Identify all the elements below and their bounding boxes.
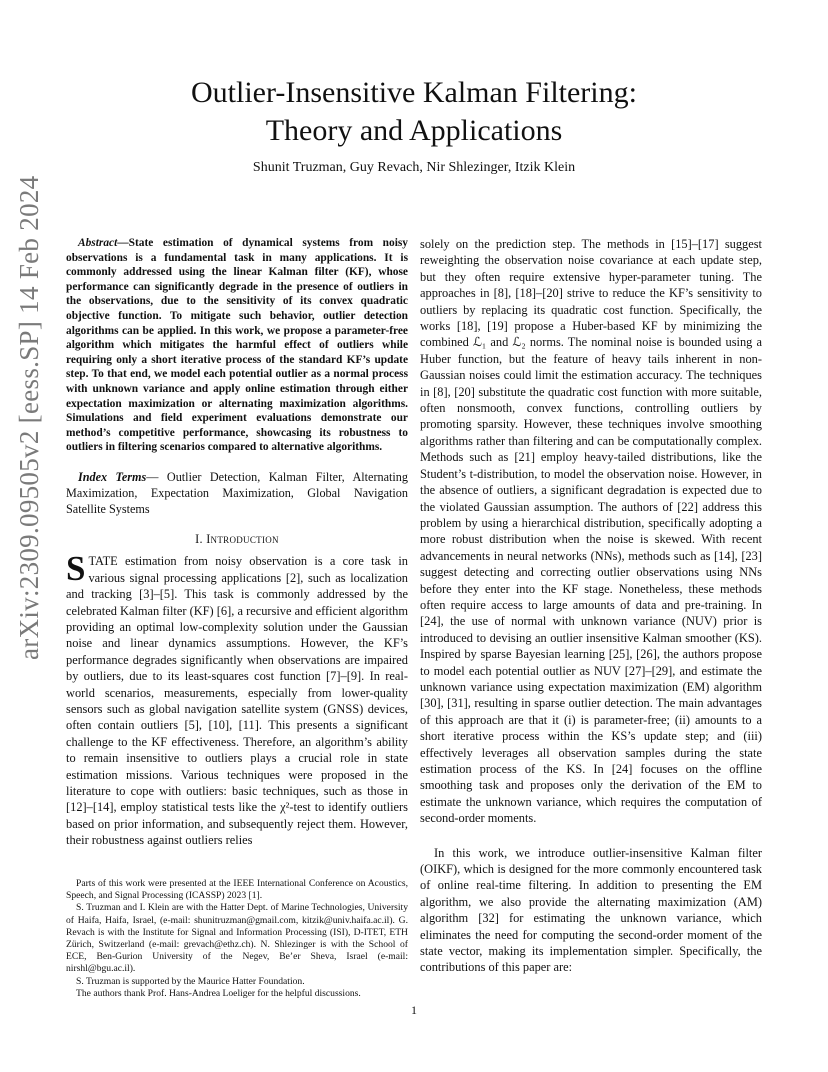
index-terms [66, 469, 408, 517]
footnote: S. Truzman is supported by the Maurice Hatter Foundation. [76, 975, 305, 987]
title-line-1: Outlier-Insensitive Kalman Filtering: [191, 76, 637, 109]
right-column [420, 236, 762, 976]
abstract-body: —State estimation of dynamical systems from noisy observations is a fundamental task in many applications. It is commonly addressed using the linear Kalman filter (KF), whose performance can significantly degrade in the presence of outliers in the observations, due to the sensitivity of its convex quadratic objective function. To mitigate such behavior, outlier detection algorithms can be applied. In this work, we propose a parameter-free algorithm which mitigates the harmful effect of outliers while requiring only a short iterative process of the standard KF’s update step. To that end, we model each potential outlier as a normal process with unknown variance and apply online estimation through either expectation maximization or alternating maximization algorithms. Simulations and field experiment evaluations demonstrate our method’s competitive performance, showcasing its robustness to outliers in filtering scenarios compared to alternative algorithms. [66, 237, 408, 454]
index-terms-body: — Outlier Detection, Kalman Filter, Alternating Maximization, Expectation Maximization, Global Navigation Satellite Systems [66, 469, 408, 516]
footnote: S. Truzman and I. Klein are with the Hatter Dept. of Marine Technologies, University of Haifa, Haifa, Israel, (e-mail: shunitruzman@gmail.com, kitzik@univ.haifa.ac.il). G. Revach is with the Institute for Signal and Information Processing (ISI), D-ITET, ETH Zürich, Switzerland (e-mail: grevach@ethz.ch). N. Shlezinger is with the School of ECE, Ben-Gurion University of the Negev, Be’er Sheva, Israel (e-mail: nirshl@bgu.ac.il). [66, 902, 408, 975]
introduction-body: TATE estimation from noisy observation is a core task in various signal processing applications [2], such as localization and tracking [3]–[5]. This task is commonly addressed by the celebrated Kalman filter (KF) [6], a recursive and efficient algorithm providing an optimal low-complexity solution under the Gaussian noise and linear dynamics assumptions. However, the KF’s performance degrades significantly when observations are impaired by outliers, due to its least-squares cost function [7]–[9]. In real-world scenarios, measurements, especially from lower-quality sensors such as global navigation satellite system (GNSS) devices, often contain outliers [5], [10], [11]. This presents a significant challenge to the KF effectiveness. Therefore, an algorithm’s ability to remain insensitive to outliers plays a crucial role in state estimation missions. Various techniques were proposed in the literature to cope with outliers: basic techniques, such as those in [12]–[14], employ statistical tests like the χ²-test to identify outliers based on prior information, and subsequently reject them. However, their robustness against outliers relies [66, 554, 408, 848]
arxiv-identifier: arXiv:2309.09505v2 [eess.SP] 14 Feb 2024 [14, 175, 44, 660]
introduction-paragraph [66, 549, 408, 848]
abstract [66, 236, 408, 455]
footnote: Parts of this work were presented at the IEEE International Conference on Acoustics, Speech, and Signal Processing (ICASSP) 2023 [1]. [66, 878, 408, 902]
page-number: 1 [411, 1003, 417, 1017]
author-list: Shunit Truzman, Guy Revach, Nir Shlezinger, Itzik Klein [252, 160, 576, 175]
paper-title [0, 74, 828, 150]
related-work-paragraph: solely on the prediction step. The methods in [15]–[17] suggest reweighting the observation noise covariance at each update step, but they often require extensive hyper-parameter tuning. The approaches in [8], [18]–[20] strive to reduce the KF’s sensitivity to outliers by replacing its quadratic cost function. Specifically, the works [18], [19] propose a Huber-based KF by minimizing the combined ℒ₁ and ℒ₂ norms. The nominal noise is bounded using a Huber function, but the feature of heavy tails inherent in non-Gaussian noises could limit the estimation accuracy. The techniques in [8], [20] substitute the quadratic cost function with more suitable, often nonsmooth, convex functions, controlling outliers by promoting sparsity. However, these techniques involve smoothing algorithms rather than filtering and can be computationally complex. Methods such as [21] employ heavy-tailed distributions, like the Student’s t-distribution, to model the observation noise. However, in the absence of outliers, a significant degradation is expected due to the violated Gaussian assumption. The authors of [22] address this problem by using a hierarchical distribution, specifically adopting a more robust distribution when the noise is skewed. With recent advancements in neural networks (NNs), methods such as [14], [23] suggest detecting and correcting outlier observations using NNs before they enter into the KF stage. Nonetheless, these methods often require access to large amounts of data and pre-training. In [24], the use of normal with unknown variance (NUV) prior is introduced to devising an outlier insensitive Kalman smoother (KS). Inspired by sparse Bayesian learning [25], [26], the authors propose to model each potential outlier as NUV [27]–[29], and estimate the unknown variance using expectation maximization (EM) algorithm [30], [31], resulting in sparse outlier detection. The main advantages of this approach are that it (i) is parameter-free; (ii) amounts to a short iterative process within the KS’s update step; and (iii) effectively leverages all observation samples during the state estimation process of the KS. In [24] focuses on the offline smoothing task and proposes only the derivation of the EM to estimate the unknown variance, which requires the computation of second-order moments. [420, 237, 762, 826]
footnote: The authors thank Prof. Hans-Andrea Loeliger for the helpful discussions. [76, 987, 361, 999]
title-line-2: Theory and Applications [265, 114, 563, 147]
left-column [66, 236, 408, 849]
abstract-label: Abstract [78, 237, 118, 249]
contributions-paragraph: In this work, we introduce outlier-insensitive Kalman filter (OIKF), which is designed for the more commonly encountered task of online real-time filtering. In addition to presenting the EM algorithm, we also provide the alternating maximization (AM) algorithm [32] for estimating the unknown variance, which eliminates the need for computing the second-order moment of the state vector, making its implementation simpler. Specifically, the contributions of this paper are: [420, 845, 762, 975]
index-terms-label: Index Terms [78, 469, 147, 484]
section-heading-introduction: I. Introduction [195, 531, 279, 546]
footnotes [66, 878, 408, 1000]
drop-cap: S [66, 549, 86, 589]
